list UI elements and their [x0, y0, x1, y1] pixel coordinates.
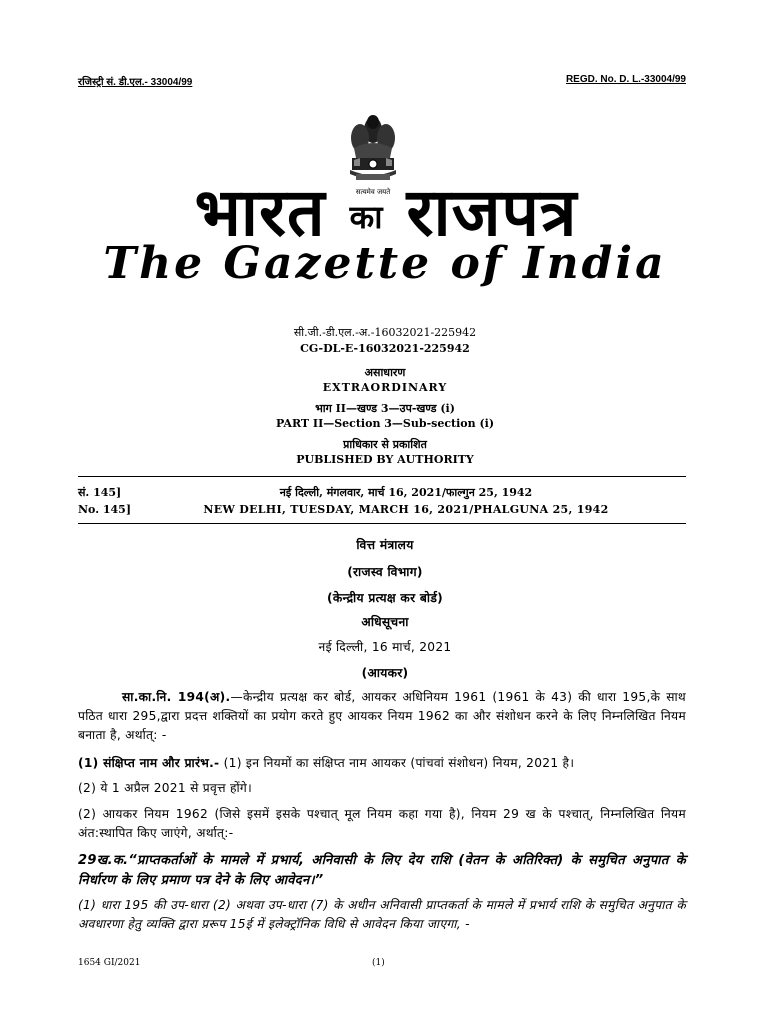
issue-date-english: NEW DELHI, TUESDAY, MARCH 16, 2021/PHALGUNA 25, 1942	[203, 503, 609, 516]
published-by-authority-hindi: प्राधिकार से प्रकाशित	[343, 438, 427, 451]
divider-top	[78, 476, 686, 477]
part-section-english: PART II—Section 3—Sub-section (i)	[275, 417, 495, 430]
ministry-heading: वित्त मंत्रालय	[356, 538, 414, 552]
subject-heading: (आयकर)	[361, 666, 409, 680]
rule-1-label: (1) संक्षिप्त नाम और प्रारंभ.-	[78, 756, 220, 770]
rule-1	[78, 754, 686, 773]
rule-29-heading: 29ख.क.“प्राप्तकर्ताओं के मामले में प्रभार्य, अनिवासी के लिए देय राशि (वेतन के अतिरिक्त) के समुचित अनुपात के निर्धारण के लिए प्रमाण पत्र देने के लिए आवेदन।”	[78, 853, 686, 888]
intro-paragraph	[78, 688, 686, 745]
rule-3: (2) आयकर नियम 1962 (जिसे इसमें इसके पश्चात् मूल नियम कहा गया है), नियम 29 ख के पश्चात्, निम्नलिखित नियम अंत:स्थापित किए जाएंगे, अर्थात्:-	[78, 807, 686, 840]
cg-number-hindi: सी.जी.-डी.एल.-अ.-16032021-225942	[293, 326, 477, 339]
extraordinary-english: EXTRAORDINARY	[322, 381, 448, 394]
place-date: नई दिल्ली, 16 मार्च, 2021	[318, 640, 452, 654]
title-hindi-bharat: भारत	[194, 174, 326, 251]
cg-number-english: CG-DL-E-16032021-225942	[300, 342, 470, 355]
divider-bottom	[78, 523, 686, 524]
gazette-title-english: The Gazette of India	[103, 238, 667, 289]
emblem-motto: सत्यमेव जयते	[355, 188, 391, 196]
title-hindi-ka: का	[349, 197, 383, 236]
issue-number-english: No. 145]	[78, 503, 132, 516]
gsr-number: सा.का.नि. 194(अ).	[122, 690, 231, 704]
rule-29-sub-1: (1) धारा 195 की उप-धारा (2) अथवा उप-धारा (7) के अधीन अनिवासी प्राप्तकर्ता के मामले में प्रभार्य राशि के समुचित अनुपात के अवधारणा हेतु व्यक्ति द्वारा प्ररूप 15ई में इलेक्ट्रॉनिक विधि से आवेदन किया जाएगा, -	[78, 898, 686, 931]
registration-number-english: REGD. No. D. L.-33004/99	[565, 74, 686, 85]
footer-code: 1654 GI/2021	[78, 958, 141, 968]
part-section-hindi: भाग II—खण्ड 3—उप-खण्ड (i)	[315, 402, 455, 415]
title-hindi-rajpatra: राजपत्र	[406, 174, 578, 251]
page-number: (1)	[372, 958, 385, 968]
issue-number-hindi: सं. 145]	[78, 486, 122, 499]
rule-1-text: (1) इन नियमों का संक्षिप्त नाम आयकर (पांचवां संशोधन) नियम, 2021 है।	[219, 756, 575, 770]
registration-number-hindi: रजिस्ट्री सं. डी.एल.- 33004/99	[78, 77, 193, 88]
department-heading: (राजस्व विभाग)	[347, 565, 423, 579]
intro-text: —केन्द्रीय प्रत्यक्ष कर बोर्ड, आयकर अधिनियम 1961 (1961 के 43) की धारा 195,के साथ पठित धारा 295,द्वारा प्रदत्त शक्तियों का प्रयोग करते हुए आयकर नियम 1962 का और संशोधन करने के लिए निम्नलिखित नियम बनाता है, अर्थात्: -	[78, 690, 687, 742]
board-heading: (केन्द्रीय प्रत्यक्ष कर बोर्ड)	[326, 591, 444, 605]
rule-2: (2) ये 1 अप्रैल 2021 से प्रवृत्त होंगे।	[78, 781, 253, 795]
extraordinary-hindi: असाधारण	[364, 366, 406, 379]
issue-date-hindi: नई दिल्ली, मंगलवार, मार्च 16, 2021/फाल्गुन 25, 1942	[279, 486, 533, 499]
published-by-authority-english: PUBLISHED BY AUTHORITY	[296, 453, 474, 466]
notification-heading: अधिसूचना	[361, 615, 409, 629]
